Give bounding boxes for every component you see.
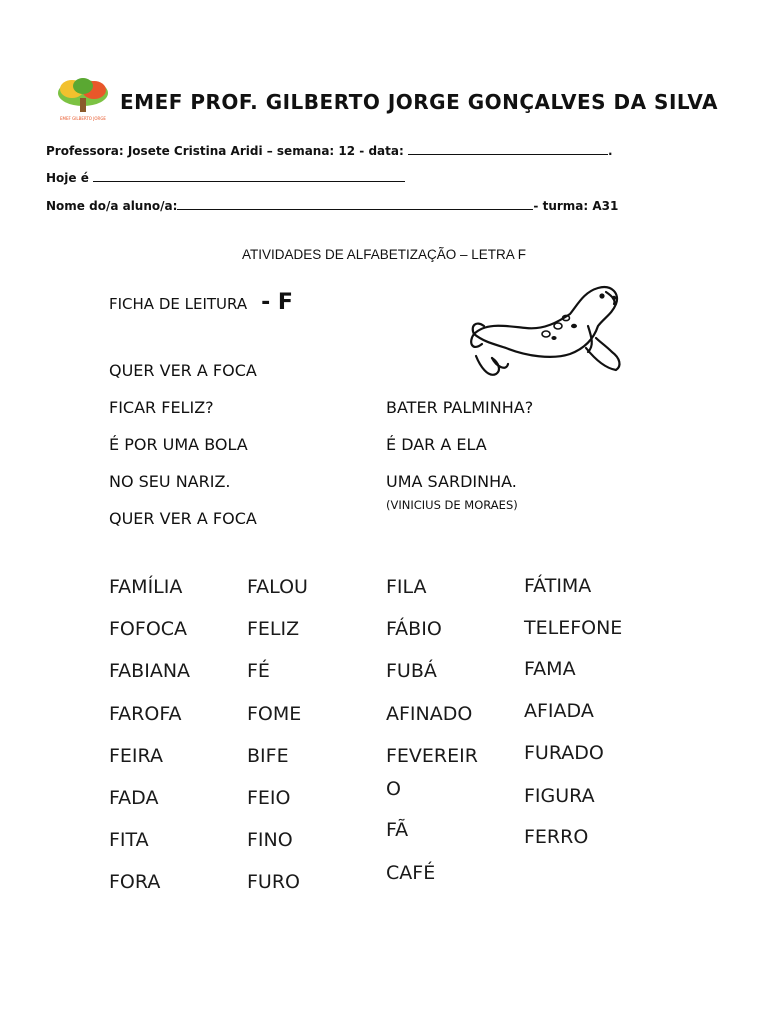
today-label: Hoje é	[46, 171, 89, 185]
word-item: AFINADO	[386, 703, 473, 725]
reading-sheet-title	[109, 290, 293, 315]
word-item: FAMA	[524, 658, 576, 680]
word-item: FAMÍLIA	[109, 576, 183, 598]
poem-line: É POR UMA BOLA	[109, 435, 248, 454]
svg-text:EMEF GILBERTO JORGE: EMEF GILBERTO JORGE	[60, 116, 106, 121]
word-item: FABIANA	[109, 660, 191, 682]
student-line	[46, 197, 618, 213]
student-name-blank[interactable]	[177, 197, 533, 210]
school-name: EMEF PROF. GILBERTO JORGE GONÇALVES DA SILVA	[120, 90, 718, 114]
seal-illustration-icon	[466, 282, 626, 384]
school-header	[52, 74, 722, 124]
poem-line: É DAR A ELA	[386, 435, 487, 454]
date-end: .	[607, 144, 613, 158]
class-label: - turma: A31	[533, 199, 619, 213]
word-item: FEVEREIR	[386, 745, 478, 767]
word-item: FUBÁ	[386, 660, 437, 682]
word-item: FALOU	[247, 576, 308, 598]
date-blank[interactable]	[408, 142, 608, 155]
word-item: CAFÉ	[386, 862, 436, 884]
word-item: FILA	[386, 576, 427, 598]
word-item: BIFE	[247, 745, 289, 767]
word-item: O	[386, 778, 401, 800]
poem-author: (VINICIUS DE MORAES)	[386, 498, 518, 512]
poem-line: FICAR FELIZ?	[109, 398, 214, 417]
reading-sheet-letter: - F	[261, 290, 293, 315]
poem-line: BATER PALMINHA?	[386, 398, 534, 417]
teacher-label: Professora: Josete Cristina Aridi – semana: 12 - data:	[46, 144, 404, 158]
poem-line: NO SEU NARIZ.	[109, 472, 231, 491]
word-item: FÉ	[247, 660, 270, 682]
reading-sheet-label: FICHA DE LEITURA	[109, 295, 248, 313]
word-item: FELIZ	[247, 618, 300, 640]
word-item: FAROFA	[109, 703, 182, 725]
word-item: FERRO	[524, 826, 589, 848]
teacher-line	[46, 142, 613, 158]
word-item: FITA	[109, 829, 149, 851]
word-item: FÁTIMA	[524, 575, 592, 597]
today-blank[interactable]	[93, 169, 405, 182]
poem-line: QUER VER A FOCA	[109, 361, 257, 380]
word-item: FEIO	[247, 787, 291, 809]
word-item: FÁBIO	[386, 618, 442, 640]
word-item: AFIADA	[524, 700, 594, 722]
word-item: FOFOCA	[109, 618, 188, 640]
word-item: FIGURA	[524, 785, 595, 807]
word-item: FEIRA	[109, 745, 163, 767]
word-item: FÃ	[386, 819, 409, 841]
tree-logo-icon	[52, 74, 114, 122]
word-item: TELEFONE	[524, 617, 623, 639]
student-label: Nome do/a aluno/a:	[46, 199, 178, 213]
word-item: FINO	[247, 829, 293, 851]
word-item: FURO	[247, 871, 300, 893]
word-item: FADA	[109, 787, 159, 809]
poem-line: UMA SARDINHA.	[386, 472, 517, 491]
word-item: FURADO	[524, 742, 604, 764]
activity-title: ATIVIDADES DE ALFABETIZAÇÃO – LETRA F	[241, 247, 527, 262]
today-line	[46, 169, 405, 185]
poem-line: QUER VER A FOCA	[109, 509, 257, 528]
word-item: FOME	[247, 703, 302, 725]
word-item: FORA	[109, 871, 161, 893]
